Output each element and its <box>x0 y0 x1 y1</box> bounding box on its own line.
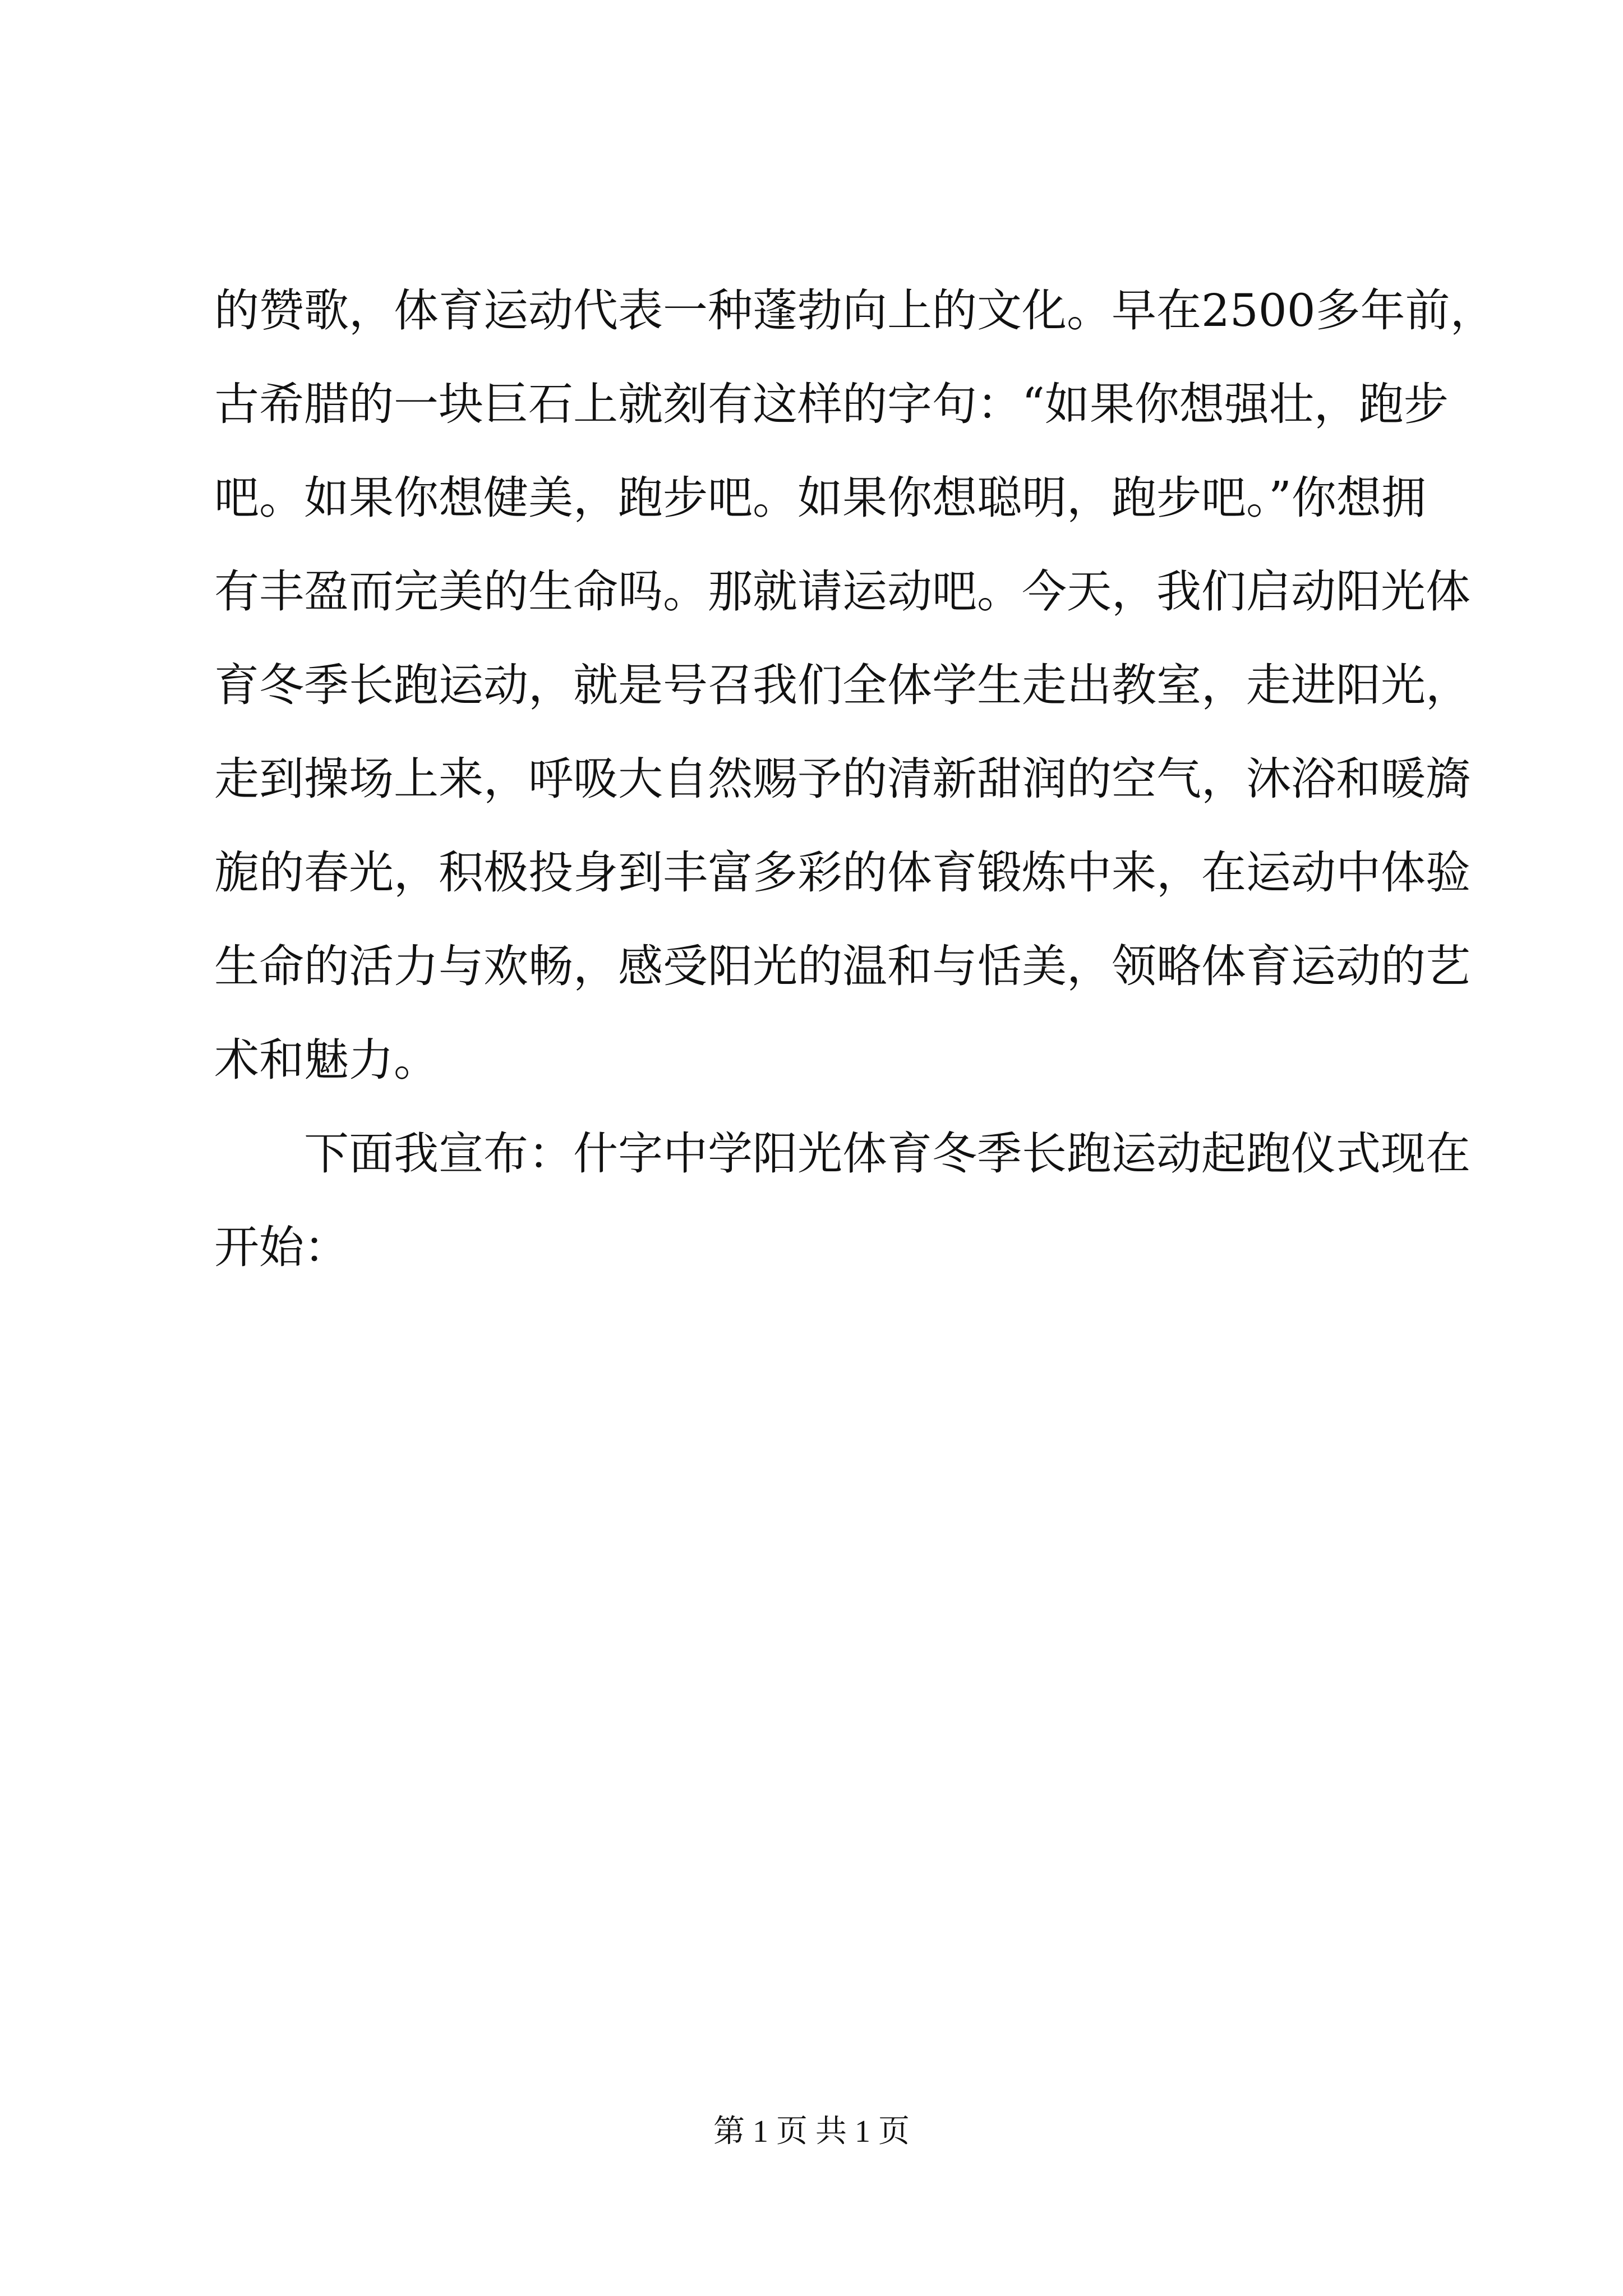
text-line: 育冬季长跑运动，就是号召我们全体学生走出教室，走进阳光， <box>214 659 1470 711</box>
text-line: 吧。如果你想健美，跑步吧。如果你想聪明，跑步吧。”你想拥 <box>214 472 1426 524</box>
text-line: 有丰盈而完美的生命吗。那就请运动吧。今天，我们启动阳光体 <box>214 565 1470 618</box>
text-line: 生命的活力与欢畅，感受阳光的温和与恬美，领略体育运动的艺 <box>214 940 1470 992</box>
text-line: 旎的春光，积极投身到丰富多彩的体育锻炼中来，在运动中体验 <box>214 846 1470 899</box>
text-line: 下面我宣布：什字中学阳光体育冬季长跑运动起跑仪式现在 <box>304 1128 1470 1180</box>
text-line: 开始： <box>214 1221 349 1273</box>
page-footer: 第 1 页 共 1 页 <box>713 2114 910 2149</box>
text-line: 古希腊的一块巨石上就刻有这样的字句：“如果你想强壮，跑步 <box>214 378 1449 430</box>
text-line: 的赞歌，体育运动代表一种蓬勃向上的文化。早在2500多年前， <box>214 284 1495 337</box>
body-text <box>214 264 1495 1294</box>
text-line: 术和魅力。 <box>214 1034 439 1086</box>
text-line: 走到操场上来，呼吸大自然赐予的清新甜润的空气，沐浴和暖旖 <box>214 753 1470 805</box>
